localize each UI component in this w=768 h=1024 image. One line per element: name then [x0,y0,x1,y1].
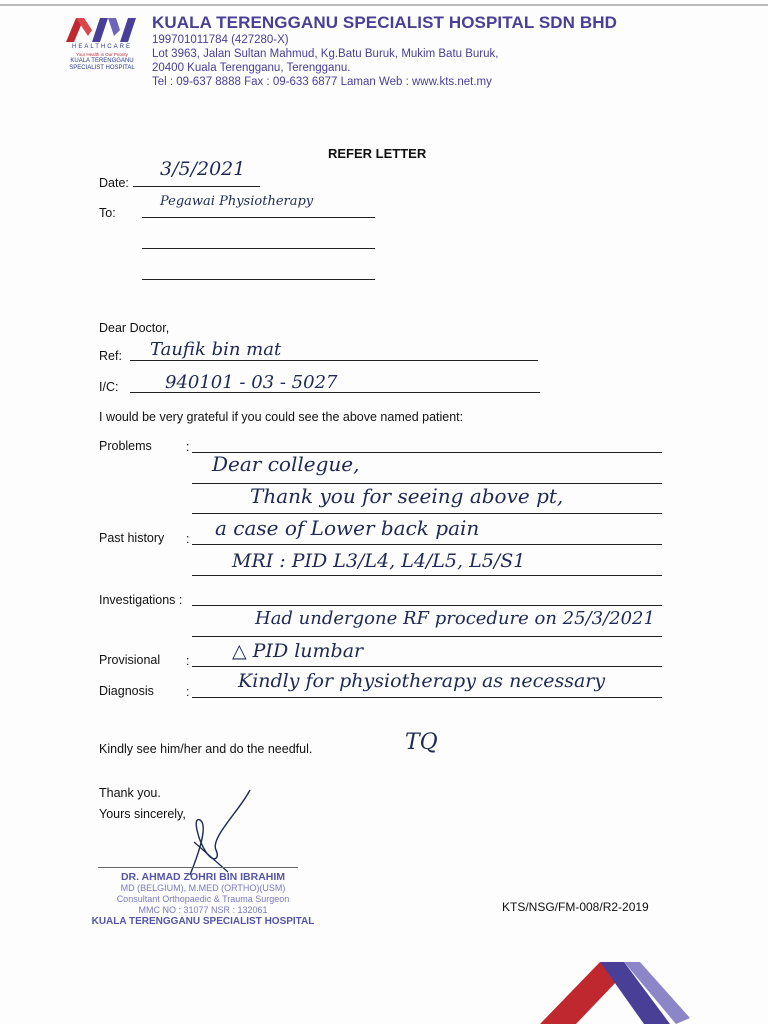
provisional-label: Provisional [99,653,161,667]
diagnosis-label: Diagnosis [99,684,154,698]
form-line-5 [192,575,662,576]
intro-text: I would be very grateful if you could see the above named patient: [99,410,464,424]
contact-line: Tel : 09-637 8888 Fax : 09-633 6877 Laman Web : www.kts.net.my [152,76,492,88]
past-history-label: Past history [99,531,165,545]
investigations-label: Investigations : [99,593,183,607]
date-label: Date: [99,176,129,190]
stamp-registration: MMC NO : 31077 NSR : 132061 [138,905,268,915]
form-line-8 [192,666,662,667]
salutation: Dear Doctor, [99,321,170,335]
doctor-stamp [88,872,318,927]
logo-line-city: KUALA TERENGGANU [70,58,134,64]
to-line-2 [142,248,375,249]
to-value: Pegawai Physiotherapy [160,194,314,209]
to-label: To: [99,206,116,220]
stamp-hospital: KUALA TERENGGANU SPECIALIST HOSPITAL [91,916,315,927]
form-line-9 [192,697,662,698]
problems-label: Problems [99,439,152,453]
form-line-6 [192,605,662,606]
top-border-line [0,4,768,6]
logo-line-hospital: SPECIALIST HOSPITAL [69,65,135,71]
stamp-role: Consultant Orthopaedic & Trauma Surgeon [116,894,290,904]
kmi-logo-icon [62,14,142,46]
thank-you: Thank you. [99,786,161,800]
logo-line-healthcare: HEALTHCARE [72,44,132,50]
registration-number: 199701011784 (427280-X) [152,34,289,46]
past-history-colon: : [186,532,190,546]
ref-value: Taufik bin mat [150,339,282,360]
ic-label: I/C: [99,380,119,394]
address-line-2: 20400 Kuala Terengganu, Terengganu. [152,62,351,74]
to-line-3 [142,279,375,280]
corner-decoration-icon [540,958,700,1024]
signature-line [98,867,298,868]
handwritten-line-4: MRI : PID L3/L4, L4/L5, L5/S1 [232,550,526,572]
handwritten-line-7: Kindly for physiotherapy as necessary [238,670,606,692]
ref-line [130,360,538,361]
handwritten-line-1: Dear collegue, [212,452,360,476]
date-line [133,186,260,187]
hospital-name: KUALA TERENGGANU SPECIALIST HOSPITAL SDN BHD [152,13,617,32]
handwritten-line-2: Thank you for seeing above pt, [250,484,564,508]
to-line-1 [142,217,375,218]
hospital-header [152,13,617,89]
handwritten-tq: TQ [405,730,438,755]
ref-label: Ref: [99,349,122,363]
provisional-colon: : [186,654,190,668]
logo-tagline: Your Health is Our Priority [76,52,128,57]
form-line-3 [192,513,662,514]
closing-text: Kindly see him/her and do the needful. [99,742,313,756]
date-value: 3/5/2021 [160,158,246,180]
handwritten-line-6: △ PID lumbar [232,640,364,662]
stamp-qualifications: MD (BELGIUM), M.MED (ORTHO)(USM) [120,883,286,893]
signature-icon [170,780,280,880]
address-line-1: Lot 3963, Jalan Sultan Mahmud, Kg.Batu Buruk, Mukim Batu Buruk, [152,48,499,60]
problems-colon: : [186,440,190,454]
stamp-doctor-name: DR. AHMAD ZOHRI BIN IBRAHIM [120,871,286,883]
diagnosis-colon: : [186,685,190,699]
form-line-7 [192,636,662,637]
form-code: KTS/NSG/FM-008/R2-2019 [502,900,649,914]
yours-sincerely: Yours sincerely, [99,807,186,821]
logo-text [62,44,142,72]
ic-value: 940101 - 03 - 5027 [165,372,338,393]
letter-title: REFER LETTER [328,146,427,161]
handwritten-line-3: a case of Lower back pain [215,516,480,540]
form-line-4 [192,544,662,545]
handwritten-line-5: Had undergone RF procedure on 25/3/2021 [255,608,655,629]
